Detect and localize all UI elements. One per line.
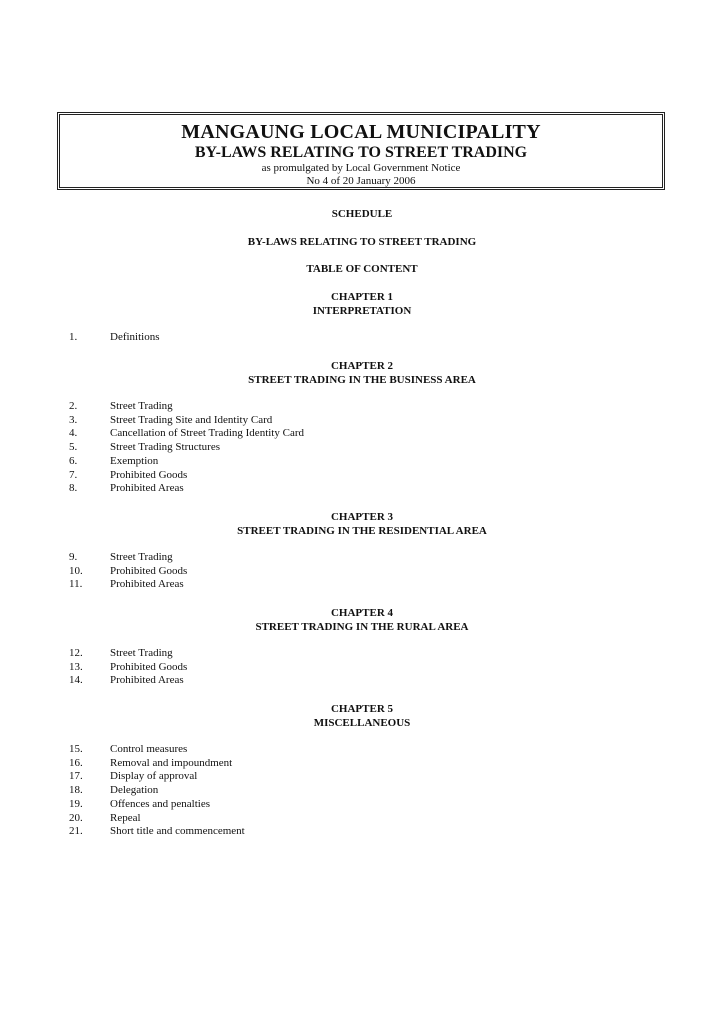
toc-item-label: Prohibited Areas xyxy=(110,674,184,687)
toc-item-label: Street Trading xyxy=(110,647,173,659)
toc-item-number: 18. xyxy=(69,784,83,797)
toc-item-label: Display of approval xyxy=(110,770,198,783)
toc-item-label: Cancellation of Street Trading Identity Card xyxy=(110,427,304,440)
toc-item-label: Prohibited Goods xyxy=(110,660,188,673)
toc-item xyxy=(69,455,669,469)
toc-item xyxy=(69,770,669,784)
toc-item xyxy=(69,441,669,455)
toc-item-label: Repeal xyxy=(110,811,141,824)
toc-item-number: 7. xyxy=(69,468,78,481)
toc-item-number: 16. xyxy=(69,756,83,769)
chapter-5-title: MISCELLANEOUS xyxy=(313,717,411,729)
chapter-1-title: INTERPRETATION xyxy=(312,305,412,317)
toc-item-number: 9. xyxy=(69,551,78,563)
toc-item xyxy=(69,757,669,771)
toc-item xyxy=(69,400,669,414)
toc-item xyxy=(69,469,669,483)
toc-item-label: Street Trading xyxy=(110,400,173,412)
chapter-5-label: CHAPTER 5 xyxy=(330,703,394,715)
toc-item-label: Delegation xyxy=(110,784,159,797)
chapter-3-title: STREET TRADING IN THE RESIDENTIAL AREA xyxy=(237,525,487,537)
chapter-5-items xyxy=(69,743,669,839)
schedule-heading: SCHEDULE xyxy=(331,208,393,220)
toc-item-number: 6. xyxy=(69,454,78,467)
toc-item-label: Removal and impoundment xyxy=(110,756,233,769)
notice-line-2: No 4 of 20 January 2006 xyxy=(306,175,416,187)
toc-item-number: 17. xyxy=(69,770,83,783)
toc-item xyxy=(69,674,669,688)
toc-item-number: 11. xyxy=(69,578,83,591)
notice-line-1: as promulgated by Local Government Notice xyxy=(261,162,461,174)
toc-item-number: 21. xyxy=(69,825,83,838)
toc-item-number: 8. xyxy=(69,482,78,495)
chapter-3-items xyxy=(69,551,669,592)
toc-item xyxy=(69,565,669,579)
toc-item xyxy=(69,812,669,826)
toc-item xyxy=(69,647,669,661)
toc-item xyxy=(69,414,669,428)
toc-item xyxy=(69,798,669,812)
chapter-4-label: CHAPTER 4 xyxy=(330,607,394,619)
toc-item-label: Street Trading xyxy=(110,551,173,563)
toc-item xyxy=(69,427,669,441)
toc-item-label: Offences and penalties xyxy=(110,797,210,810)
toc-item-number: 12. xyxy=(69,647,83,659)
toc-item-label: Exemption xyxy=(110,454,159,467)
title-box xyxy=(57,112,665,190)
toc-item-number: 5. xyxy=(69,441,78,454)
chapter-2-title: STREET TRADING IN THE BUSINESS AREA xyxy=(248,374,476,386)
toc-item-label: Short title and commencement xyxy=(110,825,245,838)
toc-item-label: Definitions xyxy=(110,331,160,343)
toc-item-number: 13. xyxy=(69,660,83,673)
toc-item-label: Prohibited Goods xyxy=(110,468,188,481)
toc-item-number: 4. xyxy=(69,427,78,440)
toc-item-number: 1. xyxy=(69,331,78,343)
toc-item-label: Prohibited Areas xyxy=(110,578,184,591)
bylaws-heading: BY-LAWS RELATING TO STREET TRADING xyxy=(247,236,477,248)
toc-item xyxy=(69,784,669,798)
toc-item-label: Street Trading Structures xyxy=(110,441,220,454)
toc-item-label: Control measures xyxy=(110,743,188,755)
chapter-4-items xyxy=(69,647,669,688)
chapter-1-items xyxy=(69,331,669,345)
toc-item-number: 14. xyxy=(69,674,83,687)
chapter-2-label: CHAPTER 2 xyxy=(330,360,394,372)
document-subtitle: BY-LAWS RELATING TO STREET TRADING xyxy=(194,144,528,161)
toc-item xyxy=(69,743,669,757)
toc-heading: TABLE OF CONTENT xyxy=(306,263,418,275)
chapter-3-label: CHAPTER 3 xyxy=(330,511,394,523)
toc-item xyxy=(69,661,669,675)
toc-item-number: 15. xyxy=(69,743,83,755)
toc-item-label: Prohibited Goods xyxy=(110,564,188,577)
toc-item-number: 3. xyxy=(69,413,78,426)
document-title: MANGAUNG LOCAL MUNICIPALITY xyxy=(181,121,541,143)
toc-item-label: Street Trading Site and Identity Card xyxy=(110,413,273,426)
toc-item-number: 2. xyxy=(69,400,78,412)
toc-item xyxy=(69,825,669,839)
toc-item xyxy=(69,482,669,496)
toc-item-number: 20. xyxy=(69,811,83,824)
chapter-2-items xyxy=(69,400,669,496)
toc-item xyxy=(69,578,669,592)
chapter-4-title: STREET TRADING IN THE RURAL AREA xyxy=(255,621,469,633)
chapter-1-label: CHAPTER 1 xyxy=(330,291,394,303)
toc-item-number: 10. xyxy=(69,564,83,577)
toc-item xyxy=(69,331,669,345)
toc-item-label: Prohibited Areas xyxy=(110,482,184,495)
toc-item-number: 19. xyxy=(69,797,83,810)
toc-item xyxy=(69,551,669,565)
